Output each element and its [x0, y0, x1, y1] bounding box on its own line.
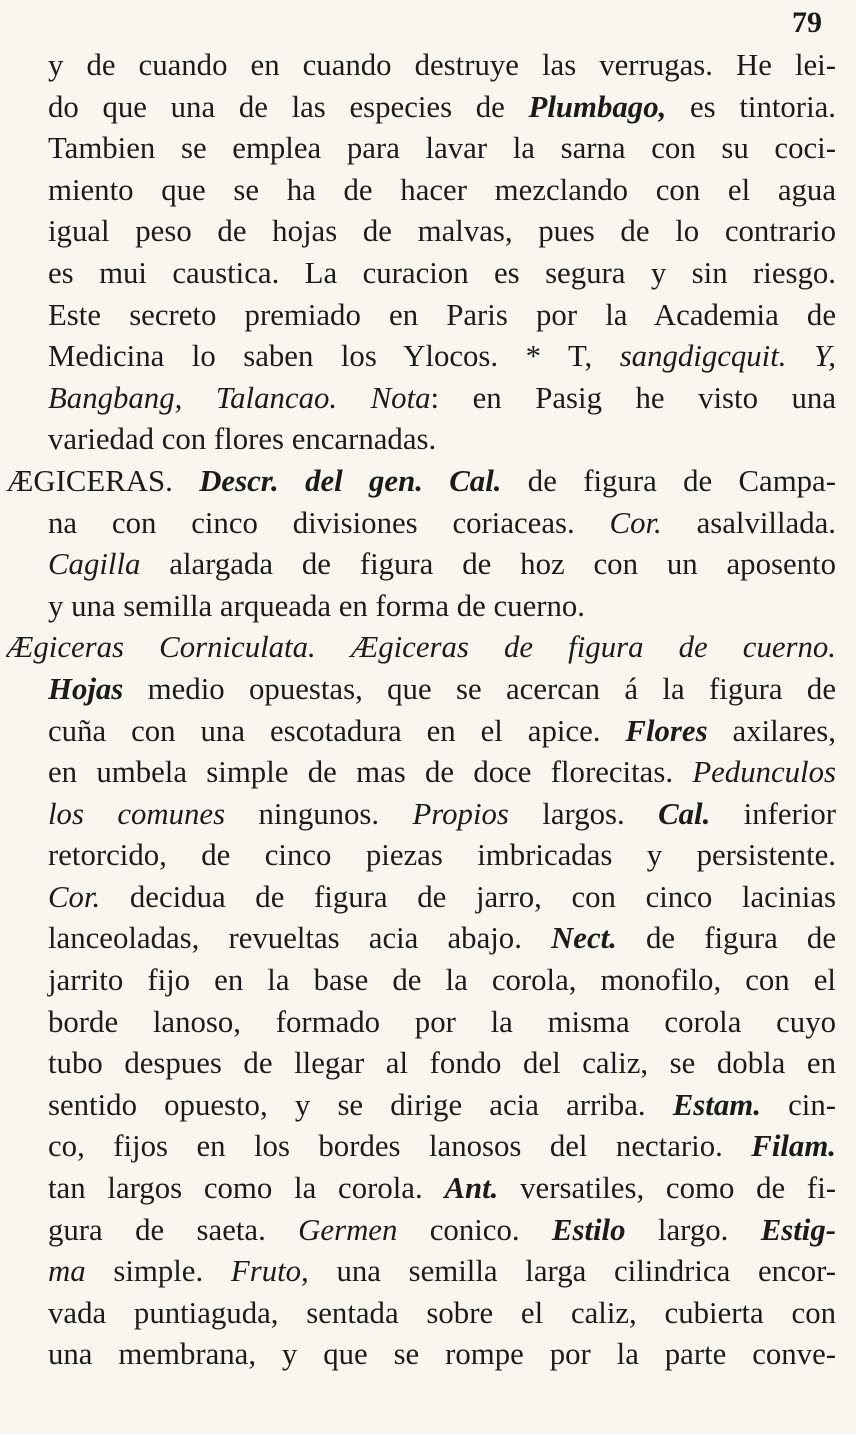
- text-run: Cor.: [609, 505, 662, 540]
- text-run: una semilla larga cilindrica encor-: [308, 1254, 836, 1289]
- text-run: do que una de las especies de: [48, 89, 529, 124]
- text-run: sangdigcquit. Y,: [619, 339, 836, 374]
- text-run: Hojas: [48, 671, 124, 706]
- text-line: [6, 419, 836, 461]
- text-line: [6, 627, 836, 669]
- text-run: jarrito fijo en la base de la corola, monofilo, con el: [48, 963, 836, 998]
- text-run: [182, 381, 216, 415]
- text-run: Propios: [412, 796, 509, 831]
- text-run: Nect.: [551, 921, 617, 956]
- text-run: tubo despues de llegar al fondo del caliz, se dobla en: [48, 1046, 836, 1081]
- text-line: [6, 461, 836, 503]
- text-run: gura de saeta.: [48, 1212, 299, 1247]
- text-line: [6, 128, 836, 170]
- text-run: Estilo: [551, 1212, 626, 1247]
- text-line: [6, 1334, 836, 1376]
- text-line: [6, 336, 836, 378]
- text-run: ma: [48, 1254, 86, 1289]
- text-run: de figura de Campa-: [501, 463, 836, 498]
- text-line: [6, 45, 836, 87]
- text-line: [6, 835, 836, 877]
- text-line: [6, 586, 836, 628]
- text-run: en umbela simple de mas de doce florecitas.: [48, 755, 693, 790]
- text-run: medio opuestas, que se acercan á la figura de: [123, 671, 836, 706]
- text-run: Estam.: [672, 1087, 761, 1122]
- text-run: es tintoria.: [666, 89, 836, 124]
- text-run: Tambien se emplea para lavar la sarna con su coci-: [48, 131, 836, 166]
- text-line: [6, 1126, 836, 1168]
- text-run: largo.: [625, 1212, 761, 1247]
- text-run: Filam.: [751, 1129, 836, 1164]
- text-line: [6, 1251, 836, 1293]
- text-run: borde lanoso, formado por la misma corola cuyo: [48, 1004, 836, 1039]
- text-run: decidua de figura de jarro, con cinco lacinias: [100, 879, 836, 914]
- text-run: de figura de: [616, 921, 836, 956]
- text-run: los comunes: [48, 796, 226, 831]
- text-run: Ægiceras Corniculata. Ægiceras de figura de cuerno.: [6, 630, 836, 665]
- text-run: inferior: [710, 796, 836, 831]
- text-run: y de cuando en cuando destruye las verrugas. He lei-: [48, 48, 836, 82]
- text-run: cin-: [760, 1087, 836, 1122]
- text-run: Bangbang,: [48, 380, 183, 415]
- text-run: ÆGICERAS.: [6, 463, 200, 498]
- text-run: retorcido, de cinco piezas imbricadas y persistente.: [48, 838, 836, 873]
- text-run: asalvillada.: [661, 505, 836, 540]
- text-run: : en Pasig he visto una: [430, 380, 836, 415]
- text-line: [6, 669, 836, 711]
- text-line: [6, 752, 836, 794]
- text-run: Germen: [298, 1212, 398, 1247]
- text-line: [6, 503, 836, 545]
- text-line: [6, 1210, 836, 1252]
- text-run: largos.: [508, 796, 659, 831]
- text-run: conico.: [397, 1212, 552, 1247]
- text-line: [6, 960, 836, 1002]
- text-run: vada puntiaguda, sentada sobre el caliz, cubierta con: [48, 1295, 836, 1330]
- text-line: [6, 378, 836, 420]
- text-run: Talancao.: [215, 380, 338, 415]
- text-run: Descr. del gen. Cal.: [199, 463, 502, 498]
- text-line: [6, 1085, 836, 1127]
- text-line: [6, 1168, 836, 1210]
- text-line: [6, 253, 836, 295]
- text-run: Nota: [370, 380, 431, 415]
- text-line: [6, 1043, 836, 1085]
- text-line: [6, 295, 836, 337]
- text-run: variedad con flores encarnadas.: [48, 422, 437, 457]
- text-run: una membrana, y que se rompe por la parte conve-: [48, 1337, 836, 1372]
- text-run: Fruto,: [230, 1254, 309, 1289]
- text-run: y una semilla arqueada en forma de cuerno.: [48, 588, 585, 623]
- text-line: [6, 211, 836, 253]
- text-run: Plumbago,: [528, 89, 667, 124]
- text-run: axilares,: [707, 713, 836, 748]
- text-line: [6, 877, 836, 919]
- text-run: cuña con una escotadura en el apice.: [48, 713, 626, 748]
- text-run: alargada de figura de hoz con un aposento: [140, 547, 836, 582]
- text-run: [337, 381, 371, 415]
- text-line: [6, 544, 836, 586]
- text-run: Cor.: [48, 879, 101, 914]
- text-run: lanceoladas, revueltas acia abajo.: [48, 921, 552, 956]
- text-run: na con cinco divisiones coriaceas.: [48, 505, 610, 540]
- page-number: 79: [792, 6, 822, 39]
- text-line: [6, 87, 836, 129]
- text-line: [6, 794, 836, 836]
- text-run: sentido opuesto, y se dirige acia arriba.: [48, 1087, 673, 1122]
- text-run: co, fijos en los bordes lanosos del nectario.: [48, 1129, 752, 1164]
- text-run: Cal.: [658, 796, 711, 831]
- text-run: es mui caustica. La curacion es segura y sin riesgo.: [48, 255, 836, 290]
- text-run: miento que se ha de hacer mezclando con el agua: [48, 172, 836, 207]
- text-run: simple.: [85, 1254, 231, 1289]
- body-text: [6, 45, 836, 1376]
- text-run: igual peso de hojas de malvas, pues de lo contrario: [48, 214, 836, 249]
- text-run: Cagilla: [48, 547, 141, 582]
- text-line: [6, 1293, 836, 1335]
- text-line: [6, 918, 836, 960]
- text-run: Ant.: [444, 1171, 499, 1206]
- text-run: Estig-: [760, 1212, 836, 1247]
- text-line: [6, 711, 836, 753]
- text-run: ningunos.: [225, 796, 413, 831]
- text-run: Este secreto premiado en Paris por la Academia de: [48, 297, 836, 332]
- text-run: Medicina lo saben los Ylocos. * T,: [48, 339, 620, 374]
- text-run: Flores: [625, 713, 708, 748]
- text-run: tan largos como la corola.: [48, 1171, 445, 1206]
- text-run: Pedunculos: [692, 755, 836, 790]
- text-run: versatiles, como de fi-: [498, 1171, 836, 1206]
- text-line: [6, 1002, 836, 1044]
- text-line: [6, 170, 836, 212]
